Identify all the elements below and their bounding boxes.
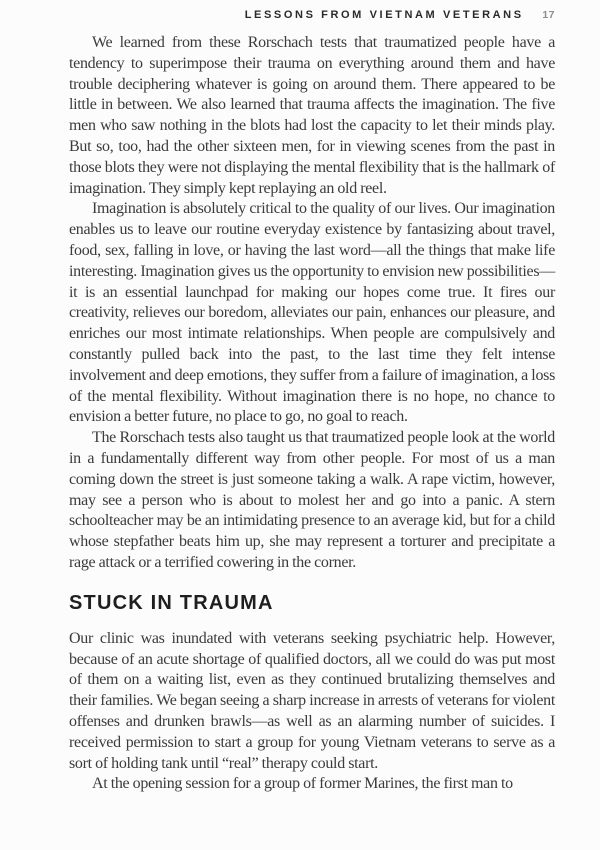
- running-header: [69, 9, 555, 21]
- paragraph-imagination: Imagination is absolutely critical to the quality of our lives. Our imagination enables us to leave our routine everyday existence by fantasizing about travel, food, sex, falling in love, or having the last word—all the things that make life interesting. Imagination gives us the opportunity to envision new possibilities—it is an essential launchpad for making our hopes come true. It fires our creativity, relieves our boredom, alleviates our pain, enhances our pleasure, and enriches our most intimate relationships. When people are compulsively and constantly pulled back into the past, to the last time they felt intense involvement and deep emotions, they suffer from a failure of imagination, a loss of the mental flexibility. Without imagination there is no hope, no chance to envision a better future, no place to go, no goal to reach.: [69, 200, 555, 426]
- section-heading: STUCK IN TRAUMA: [69, 591, 274, 614]
- page-number: 17: [542, 9, 555, 21]
- paragraph-rorschach-learnings: We learned from these Rorschach tests that traumatized people have a tendency to superimpose their trauma on everything around them and have trouble deciphering whatever is going on around them. There appeared to be little in between. We also learned that trauma affects the imagination. The five men who saw nothing in the blots had lost the capacity to let their minds play. But so, too, had the other sixteen men, for in viewing scenes from the past in those blots they were not displaying the mental flexibility that is the hallmark of imagination. They simply kept replaying an old reel.: [69, 34, 555, 197]
- text-column: [69, 33, 555, 795]
- paragraph-clinic-inundated: Our clinic was inundated with veterans seeking psychiatric help. However, because of an acute shortage of qualified doctors, all we could do was put most of them on a waiting list, even as they continued brutalizing themselves and their families. We began seeing a sharp increase in arrests of veterans for violent offenses and drunken brawls—as well as an alarming number of suicides. I received permission to start a group for young Vietnam veterans to serve as a sort of holding tank until “real” therapy could start.: [69, 629, 555, 772]
- paragraph-opening-session: At the opening session for a group of former Marines, the first man to: [92, 775, 513, 793]
- paragraph-different-worldview: The Rorschach tests also taught us that traumatized people look at the world in a fundamentally different way from other people. For most of us a man coming down the street is just someone taking a walk. A rape victim, however, may see a person who is about to molest her and go into a panic. A stern schoolteacher may be an intimidating presence to an average kid, but for a child whose stepfather beats him up, she may represent a torturer and precipitate a rage attack or a terrified cowering in the corner.: [69, 429, 555, 571]
- running-header-title: LESSONS FROM VIETNAM VETERANS: [244, 9, 524, 21]
